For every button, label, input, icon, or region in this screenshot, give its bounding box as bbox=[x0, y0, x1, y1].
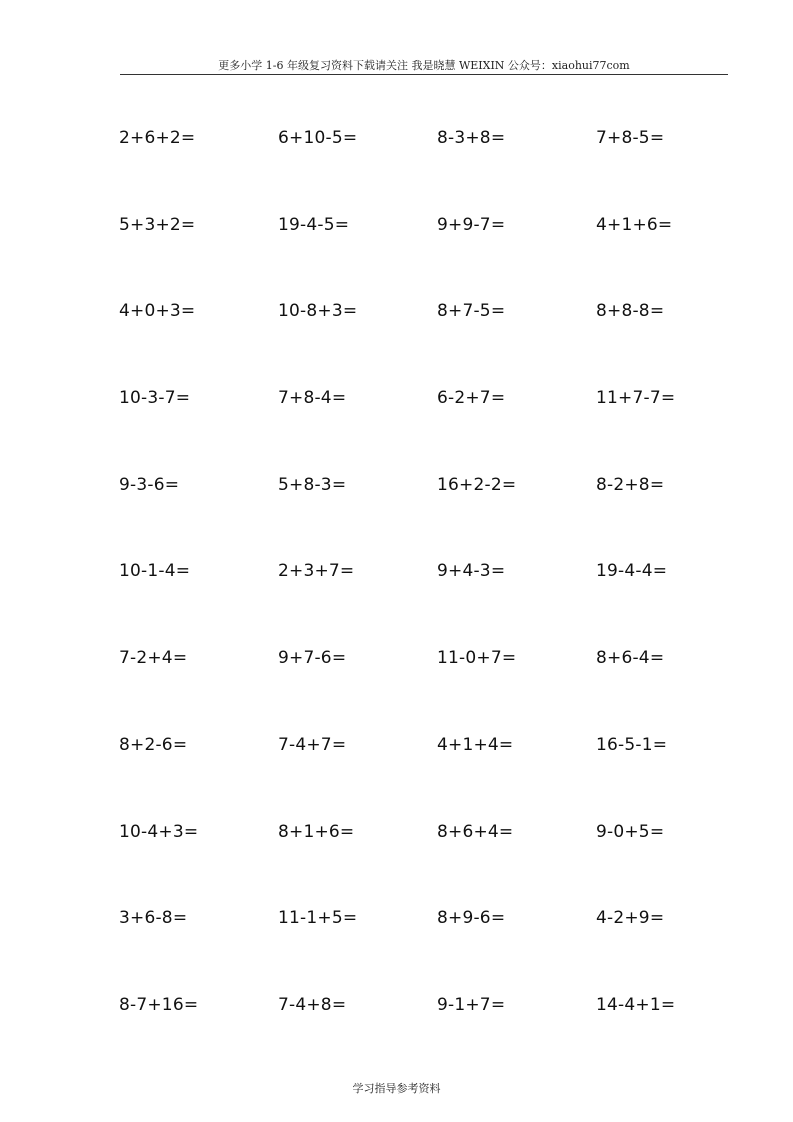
problem: 8+6+4= bbox=[437, 821, 514, 842]
problem: 4+1+6= bbox=[596, 214, 673, 235]
problem: 8+6-4= bbox=[596, 648, 665, 669]
problem: 11-1+5= bbox=[278, 908, 358, 929]
problem: 2+3+7= bbox=[278, 561, 355, 582]
problem: 10-3-7= bbox=[119, 388, 191, 409]
problem: 4+1+4= bbox=[437, 734, 514, 755]
problem: 16+2-2= bbox=[437, 474, 517, 495]
problem: 8-2+8= bbox=[596, 474, 665, 495]
page-header: 更多小学 1-6 年级复习资料下载请关注 我是晓慧 WEIXIN 公众号：xiaohui77com bbox=[218, 59, 630, 72]
problem: 10-4+3= bbox=[119, 821, 199, 842]
problem: 14-4+1= bbox=[596, 994, 676, 1015]
problem: 6+10-5= bbox=[278, 128, 358, 148]
problem: 9+4-3= bbox=[437, 561, 506, 582]
problem: 8-7+16= bbox=[119, 994, 199, 1015]
problem: 19-4-5= bbox=[278, 214, 350, 235]
problem: 8-3+8= bbox=[437, 128, 506, 148]
problem: 8+2-6= bbox=[119, 734, 188, 755]
problem: 11-0+7= bbox=[437, 648, 517, 669]
problem: 9-0+5= bbox=[596, 821, 665, 842]
problem: 9-3-6= bbox=[119, 474, 180, 495]
page-footer: 学习指导参考资料 bbox=[352, 1082, 441, 1095]
problem: 3+6-8= bbox=[119, 908, 188, 929]
problem: 8+7-5= bbox=[437, 301, 506, 322]
problem: 7-2+4= bbox=[119, 648, 188, 669]
problem: 10-1-4= bbox=[119, 561, 191, 582]
problem: 7+8-5= bbox=[596, 128, 665, 148]
problem: 7-4+8= bbox=[278, 994, 347, 1015]
problem: 7-4+7= bbox=[278, 734, 347, 755]
problem-grid bbox=[119, 126, 739, 1080]
problem: 19-4-4= bbox=[596, 561, 668, 582]
problem: 9-1+7= bbox=[437, 994, 506, 1015]
problem: 4-2+9= bbox=[596, 908, 665, 929]
problem: 9+7-6= bbox=[278, 648, 347, 669]
problem: 9+9-7= bbox=[437, 214, 506, 235]
problem: 8+9-6= bbox=[437, 908, 506, 929]
problem: 5+8-3= bbox=[278, 474, 347, 495]
problem: 11+7-7= bbox=[596, 388, 676, 409]
problem: 4+0+3= bbox=[119, 301, 196, 322]
problem: 2+6+2= bbox=[119, 128, 196, 148]
problem: 16-5-1= bbox=[596, 734, 668, 755]
problem: 6-2+7= bbox=[437, 388, 506, 409]
header-rule bbox=[120, 74, 728, 75]
problem: 10-8+3= bbox=[278, 301, 358, 322]
problem: 8+1+6= bbox=[278, 821, 355, 842]
problem: 7+8-4= bbox=[278, 388, 347, 409]
problem: 8+8-8= bbox=[596, 301, 665, 322]
problem: 5+3+2= bbox=[119, 214, 196, 235]
